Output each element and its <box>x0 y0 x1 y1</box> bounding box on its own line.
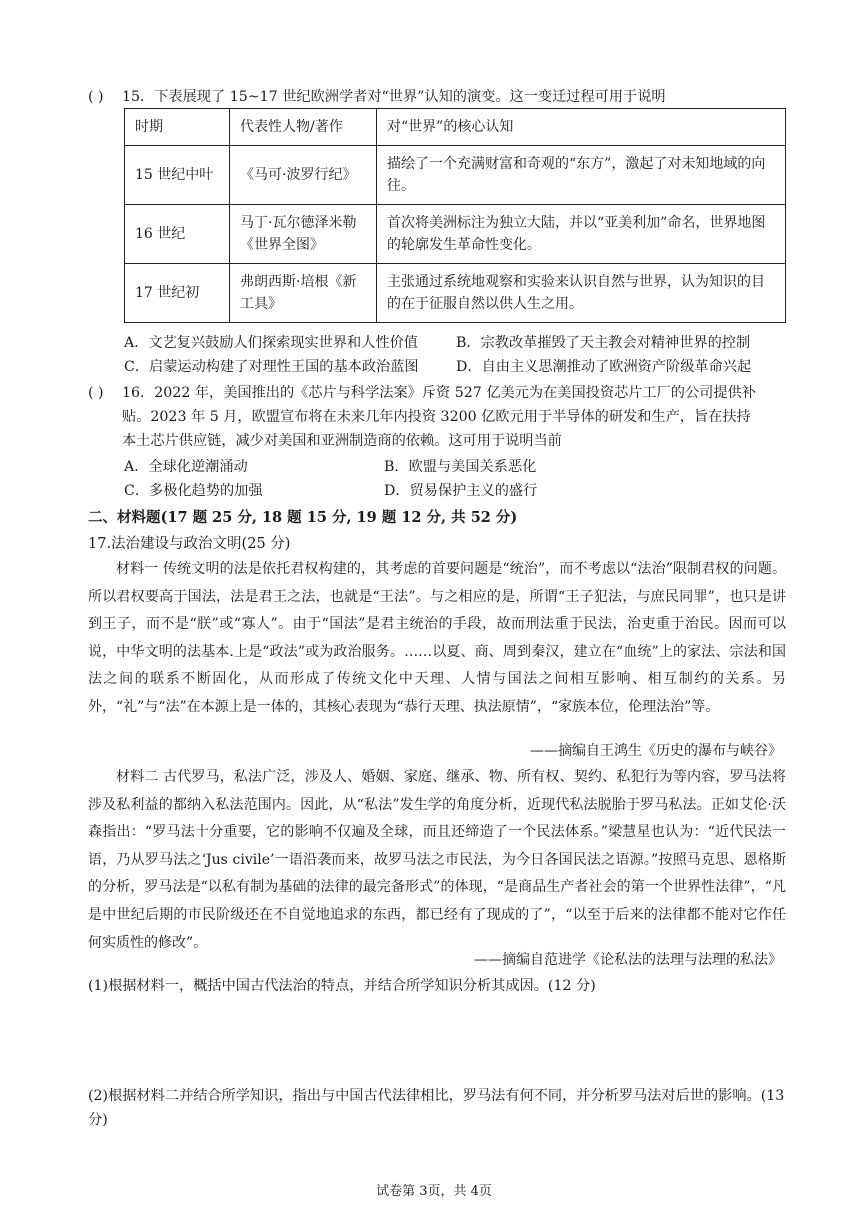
q16-stem-line1: 16．2022 年，美国推出的《芯片与科学法案》斥资 527 亿美元为在美国投资芯片工厂的公司提供补 <box>122 385 756 401</box>
q17-source-1: ——摘编自王鸿生《历史的瀑布与峡谷》 <box>530 743 782 759</box>
q15-table <box>124 108 786 323</box>
table-cell-work: 弗朗西斯·培根《新工具》 <box>230 264 377 323</box>
q17-question-1: (1)根据材料一，概括中国古代法治的特点，并结合所学知识分析其成因。(12 分) <box>88 978 596 994</box>
table-cell-cognition: 主张通过系统地观察和实验来认识自然与世界，认为知识的目的在于征服自然以供人生之用。 <box>377 264 786 323</box>
q15-stem <box>88 86 666 108</box>
q16-option-b[interactable]: B．欧盟与美国关系恶化 <box>384 459 537 475</box>
q15-stem-text: 15．下表展现了 15~17 世纪欧洲学者对“世界”认知的演变。这一变迁过程可用于说明 <box>122 89 666 105</box>
table-row <box>125 146 786 205</box>
q16-option-a[interactable]: A．全球化逆潮涌动 <box>124 459 248 475</box>
q16-stem <box>88 382 756 404</box>
q17-title: 17.法治建设与政治文明(25 分) <box>88 536 291 552</box>
table-header-cell: 时期 <box>125 109 230 146</box>
q17-material-1: 材料一 传统文明的法是依托君权构建的，其考虑的首要问题是“统治”，而不考虑以“法治”限制君权的问题。所以君权要高于国法，法是君王之法，也就是“王法”。与之相应的是，所谓“王子犯法，与庶民同罪”，也只是讲到王子，而不是“朕”或“寡人”。由于“国法”是君主统治的手段，故而刑法重于民法，治吏重于治民。因而可以说，中华文明的法基本.上是“政法”或为政治服务。……以夏、商、周到秦汉，建立在“血统”上的家法、宗法和国法之间的联系不断固化，从而形成了传统文化中天理、人情与国法之间相互影响、相互制约的关系。另外，“礼”与“法”在本源上是一体的，其核心表现为“恭行天理、执法原情”，“家族本位，伦理法治”等。 <box>88 561 786 715</box>
table-row <box>125 205 786 264</box>
q15-option-c[interactable]: C．启蒙运动构建了对理性王国的基本政治蓝图 <box>124 359 419 375</box>
q15-option-b[interactable]: B．宗教改革摧毁了天主教会对精神世界的控制 <box>456 335 751 351</box>
table-cell-work: 《马可·波罗行纪》 <box>230 146 377 205</box>
page-footer: 试卷第 3页，共 4页 <box>376 1184 492 1199</box>
table-cell-period: 17 世纪初 <box>125 264 230 323</box>
table-cell-work: 马丁·瓦尔德泽米勒《世界全图》 <box>230 205 377 264</box>
table-cell-period: 15 世纪中叶 <box>125 146 230 205</box>
table-header-cell: 对“世界”的核心认知 <box>377 109 786 146</box>
q17-question-2: (2)根据材料二并结合所学知识，指出与中国古代法律相比，罗马法有何不同，并分析罗马法对后世的影响。(13 分) <box>88 1088 785 1128</box>
table-cell-cognition: 描绘了一个充满财富和奇观的“东方”，激起了对未知地域的向往。 <box>377 146 786 205</box>
q16-stem-line3: 本土芯片供应链，减少对美国和亚洲制造商的依赖。这可用于说明当前 <box>122 433 562 449</box>
q17-source-2: ——摘编自范进学《论私法的法理与法理的私法》 <box>474 952 782 968</box>
section-title: 二、材料题(17 题 25 分, 18 题 15 分, 19 题 12 分, 共 52 分) <box>88 509 518 526</box>
q15-answer-paren: ( ) <box>88 89 104 105</box>
q16-option-c[interactable]: C．多极化趋势的加强 <box>124 483 263 499</box>
table-header-row <box>125 109 786 146</box>
q16-option-d[interactable]: D．贸易保护主义的盛行 <box>384 483 538 499</box>
q17-material-2: 材料二 古代罗马，私法广泛，涉及人、婚姻、家庭、继承、物、所有权、契约、私犯行为等内容，罗马法将涉及私利益的都纳入私法范围内。因此，从“私法”发生学的角度分析，近现代私法脱胎于罗马私法。正如艾伦·沃森指出：“罗马法十分重要，它的影响不仅遍及全球，而且还缔造了一个民法体系。”梁慧星也认为：“近代民法一语，乃从罗马法之‘Jus civile’一语沿袭而来，故罗马法之市民法，为今日各国民法之语源。”按照马克思、恩格斯的分析，罗马法是“以私有制为基础的法律的最完备形式”的体现，“是商品生产者社会的第一个世界性法律”，“凡是中世纪后期的市民阶级还在不自觉地追求的东西，都已经有了现成的了”，“以至于后来的法律都不能对它作任何实质性的修改”。 <box>88 769 786 951</box>
q16-answer-paren: ( ) <box>88 385 104 401</box>
q15-option-d[interactable]: D．自由主义思潮推动了欧洲资产阶级革命兴起 <box>456 359 752 375</box>
table-cell-cognition: 首次将美洲标注为独立大陆，并以“亚美利加”命名，世界地图的轮廓发生革命性变化。 <box>377 205 786 264</box>
table-row <box>125 264 786 323</box>
q16-stem-line2: 贴。2023 年 5 月，欧盟宣布将在未来几年内投资 3200 亿欧元用于半导体的研发和生产，旨在扶持 <box>122 409 751 425</box>
q15-option-a[interactable]: A．文艺复兴鼓励人们探索现实世界和人性价值 <box>124 335 418 351</box>
table-header-cell: 代表性人物/著作 <box>230 109 377 146</box>
table-cell-period: 16 世纪 <box>125 205 230 264</box>
